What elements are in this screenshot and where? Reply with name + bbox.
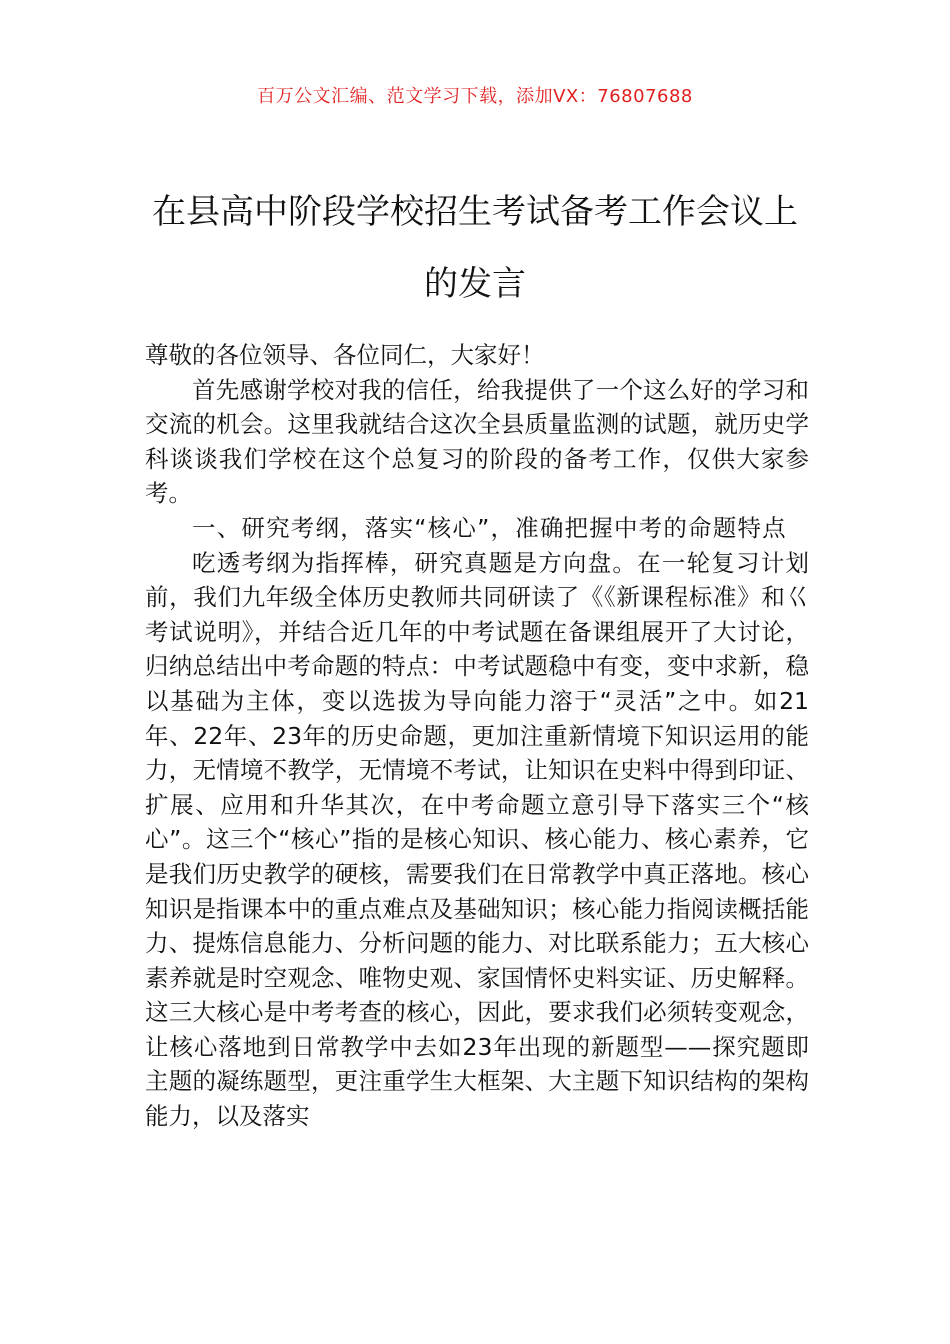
section-heading-one: 一、研究考纲，落实“核心”，准确把握中考的命题特点 — [192, 513, 787, 542]
header-notice: 百万公文汇编、范文学习下载，添加VX：76807688 — [257, 86, 693, 107]
document-title: 在县高中阶段学校招生考试备考工作会议上的发言 — [152, 192, 798, 304]
paragraph-exam-analysis: 吃透考纲为指挥棒，研究真题是方向盘。在一轮复习计划前，我们九年级全体历史教师共同研读了《《新课程标准》和巜考试说明》，并结合近几年的中考试题在备课组展开了大讨论，归纳总结出中考命题的特点：中考试题稳中有变，变中求新，稳以基础为主体，变以选拔为导向能力溶于“灵活”之中。如21年、22年、23年的历史命题，更加注重新情境下知识运用的能力，无情境不教学，无情境不考试，让知识在史料中得到印证、扩展、应用和升华其次，在中考命题立意引导下落实三个“核心”。这三个“核心”指的是核心知识、核心能力、核心素养，它是我们历史教学的硬核，需要我们在日常教学中真正落地。核心知识是指课本中的重点难点及基础知识；核心能力指阅读概括能力、提炼信息能力、分析问题的能力、对比联系能力；五大核心素养就是时空观念、唯物史观、家国情怀史料实证、历史解释。这三大核心是中考考查的核心，因此，要求我们必须转变观念，让核心落地到日常教学中去如23年出现的新题型——探究题即主题的凝练题型，更注重学生大框架、大主题下知识结构的架构能力，以及落实 — [145, 548, 809, 1131]
paragraph-intro: 首先感谢学校对我的信任，给我提供了一个这么好的学习和交流的机会。这里我就结合这次全县质量监测的试题，就历史学科谈谈我们学校在这个总复习的阶段的备考工作，仅供大家参考。 — [145, 375, 809, 508]
greeting: 尊敬的各位领导、各位同仁，大家好！ — [145, 341, 545, 369]
document-body — [145, 338, 809, 1134]
